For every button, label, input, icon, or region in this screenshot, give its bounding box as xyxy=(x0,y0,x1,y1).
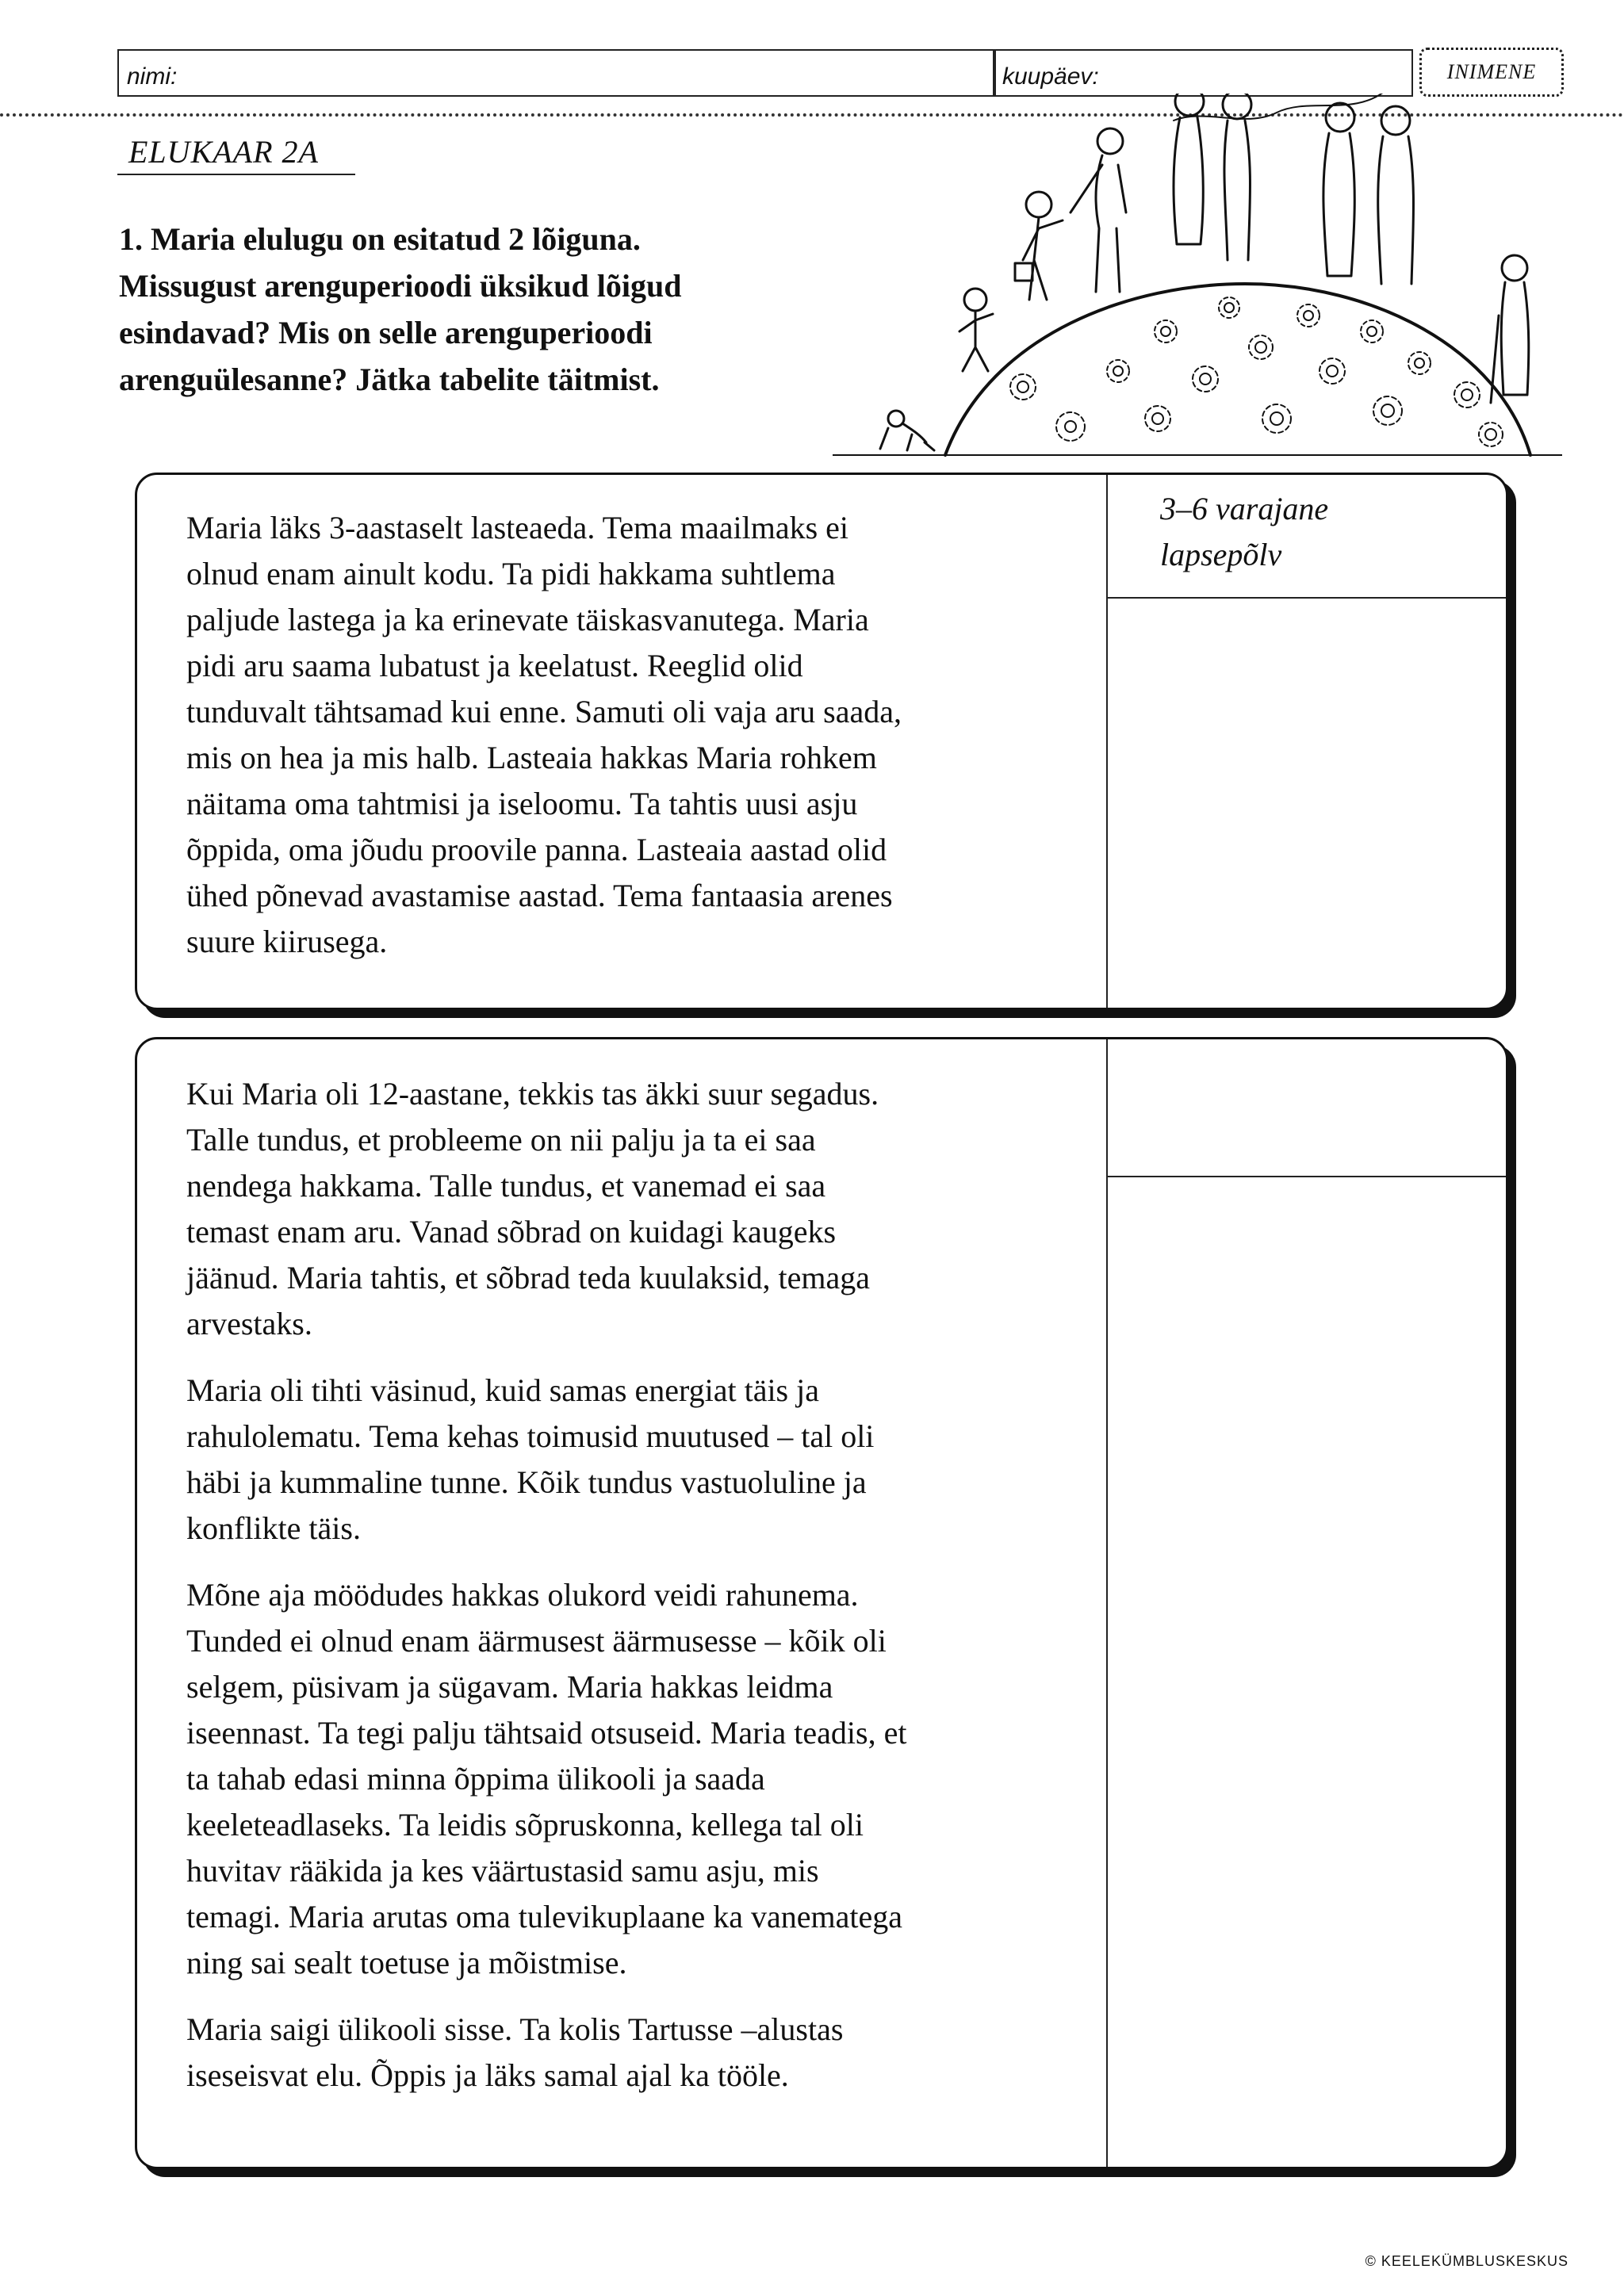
story-paragraph: Maria läks 3-aastaselt lasteaeda. Tema maailmaks ei olnud enam ainult kodu. Ta pidi hakkama suhtlema paljude lastega ja ka erinevate täiskasvanutega. Maria pidi aru saama lubatust ja keelatust. Reeglid olid tunduvalt tähtsamad kui enne. Samuti oli vaja aru saada, mis on hea ja mis halb. Lasteaia hakkas Maria rohkem näitama oma tahtmisi ja iseloomu. Ta tahtis uusi asju õppida, oma jõudu proovile panna. Lasteaia aastad olid ühed põnevad avastamise aastad. Tema fantaasia arenes suure kiirusega. xyxy=(186,510,902,959)
task-line: arenguülesanne? Jätka tabelite täitmist. xyxy=(119,362,660,397)
story-panel-2 xyxy=(135,1037,1508,2169)
copyright: © KEELEKÜMBLUSKESKUS xyxy=(1365,2253,1568,2269)
task-line: 1. Maria elulugu on esitatud 2 lõiguna. xyxy=(119,221,641,257)
story-paragraph: Mõne aja möödudes hakkas olukord veidi rahunema. Tunded ei olnud enam äärmusest äärmusesse – kõik oli selgem, püsivam ja sügavam. Maria hakkas leidma iseennast. Ta tegi palju tähtsaid otsuseid. Maria teadis, et ta tahab edasi minna õppima ülikooli ja saada keeleteadlaseks. Ta leidis sõpruskonna, kellega tal oli huvitav rääkida ja kes väärtustasid samu asju, mis temagi. Maria arutas oma tulevikuplaane ka vanematega ning sai sealt toetuse ja mõistmise. xyxy=(186,1577,907,1980)
story-paragraph: Maria oli tihti väsinud, kuid samas energiat täis ja rahulolematu. Tema kehas toimusid muutused – tal oli häbi ja kummaline tunne. Kõik tundus vastuoluline ja konflikte täis. xyxy=(186,1372,875,1546)
task-line: esindavad? Mis on selle arenguperioodi xyxy=(119,315,653,350)
story-paragraph: Maria saigi ülikooli sisse. Ta kolis Tartusse –alustas iseseisvat elu. Õppis ja läks samal ajal ka tööle. xyxy=(186,2011,844,2093)
life-arc-illustration xyxy=(833,94,1562,458)
task-line: Missugust arenguperioodi üksikud lõigud xyxy=(119,268,682,304)
date-field[interactable] xyxy=(996,49,1413,97)
task-answer-cell[interactable] xyxy=(1108,1177,1506,2167)
topic-tag: INIMENE xyxy=(1419,48,1564,97)
task-instructions xyxy=(119,216,848,403)
page-title: ELUKAAR 2A xyxy=(117,133,355,175)
date-label: kuupäev: xyxy=(1002,63,1099,90)
name-label: nimi: xyxy=(119,51,994,95)
story-text-1 xyxy=(186,505,1011,985)
story-paragraph: Kui Maria oli 12-aastane, tekkis tas äkki suur segadus. Talle tundus, et probleeme on nii palju ja ta ei saa nendega hakkama. Talle tundus, et vanemad ei saa temast enam aru. Vanad sõbrad on kuidagi kaugeks jäänud. Maria tahtis, et sõbrad teda kuulaksid, temaga arvestaks. xyxy=(186,1076,879,1341)
story-text-2 xyxy=(186,1071,1011,2119)
story-panel-1 xyxy=(135,473,1508,1010)
task-answer-cell[interactable] xyxy=(1108,599,1506,1008)
stage-label: 3–6 varajane lapsepõlv xyxy=(1160,491,1329,572)
name-field[interactable] xyxy=(117,49,996,97)
stage-answer-cell[interactable] xyxy=(1108,1039,1506,1176)
